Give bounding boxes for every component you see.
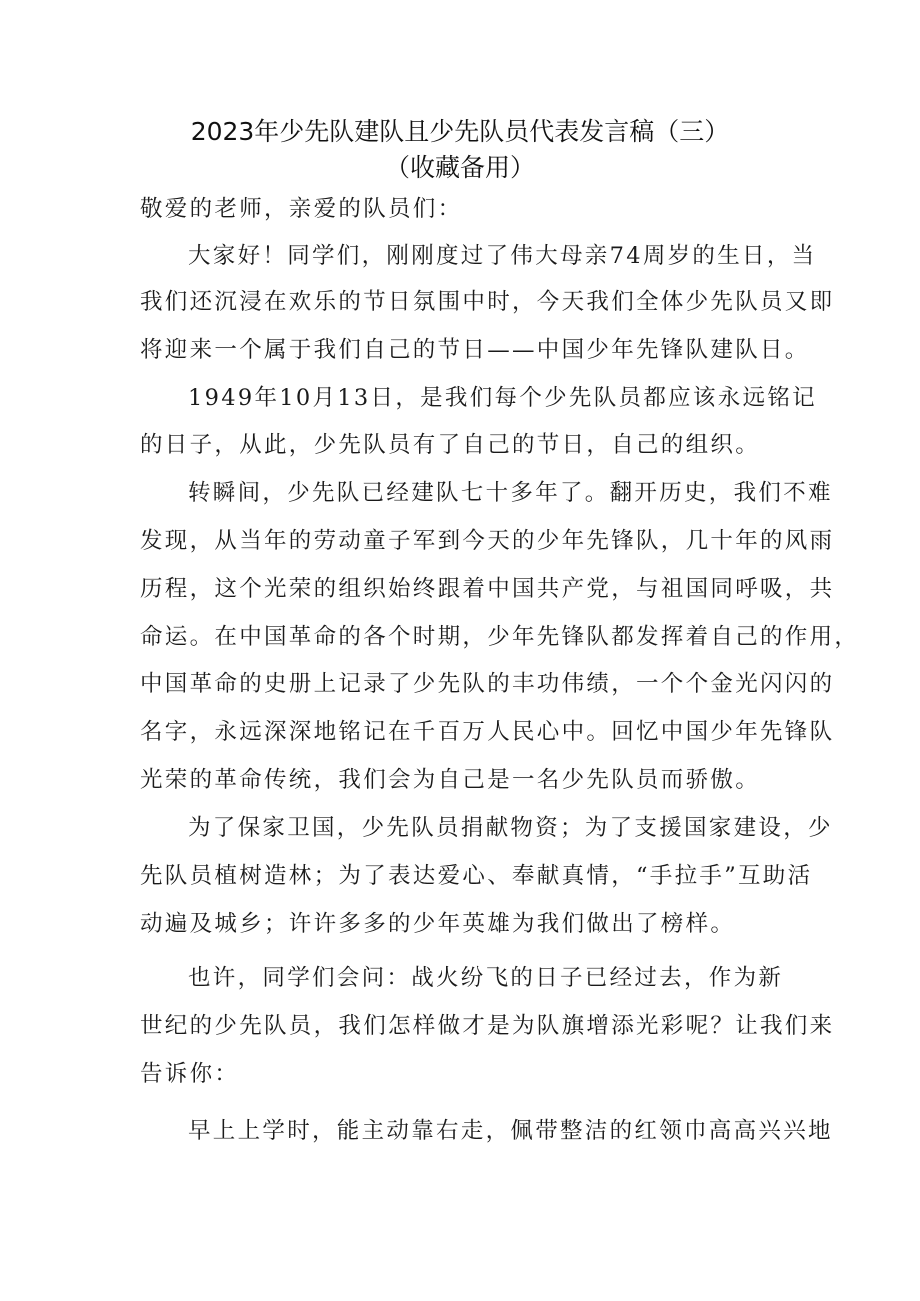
body-line: 为了保家卫国，少先队员捐献物资；为了支援国家建设，少 [188, 815, 833, 841]
body-line: 也许，同学们会问：战火纷飞的日子已经过去，作为新 [188, 965, 784, 991]
document-subtitle: （收藏备用） [384, 153, 535, 182]
body-line: 发现，从当年的劳动童子军到今天的少年先锋队，几十年的风雨 [140, 528, 835, 554]
body-line: 世纪的少先队员，我们怎样做才是为队旗增添光彩呢？让我们来 [140, 1013, 835, 1039]
body-line: 我们还沉浸在欢乐的节日氛围中时，今天我们全体少先队员又即 [140, 289, 835, 315]
body-line: 先队员植树造林；为了表达爱心、奉献真情，“手拉手”互助活 [140, 863, 813, 889]
body-line: 名字，永远深深地铭记在千百万人民心中。回忆中国少年先锋队 [140, 719, 835, 745]
body-line: 转瞬间，少先队已经建队七十多年了。翻开历史，我们不难 [188, 480, 833, 506]
body-line: 的日子，从此，少先队员有了自己的节日，自己的组织。 [140, 432, 761, 458]
body-line: 命运。在中国革命的各个时期，少年先锋队都发挥着自己的作用， [140, 624, 860, 650]
body-line: 光荣的革命传统，我们会为自己是一名少先队员而骄傲。 [140, 767, 761, 793]
body-line: 历程，这个光荣的组织始终跟着中国共产党，与祖国同呼吸，共 [140, 576, 835, 602]
body-line: 告诉你： [140, 1061, 240, 1087]
body-line: 中国革命的史册上记录了少先队的丰功伟绩，一个个金光闪闪的 [140, 671, 835, 697]
salutation-line: 敬爱的老师，亲爱的队员们： [140, 196, 463, 222]
body-line: 动遍及城乡；许许多多的少年英雄为我们做出了榜样。 [140, 911, 736, 937]
document-title: 2023年少先队建队且少先队员代表发言稿（三） [190, 117, 730, 146]
body-line: 大家好！同学们，刚刚度过了伟大母亲74周岁的生日，当 [188, 243, 817, 269]
body-line: 早上上学时，能主动靠右走，佩带整洁的红领巾高高兴兴地 [188, 1118, 833, 1144]
body-line: 1949年10月13日，是我们每个少先队员都应该永远铭记 [188, 385, 817, 411]
body-line: 将迎来一个属于我们自己的节日——中国少年先锋队建队日。 [140, 337, 810, 363]
